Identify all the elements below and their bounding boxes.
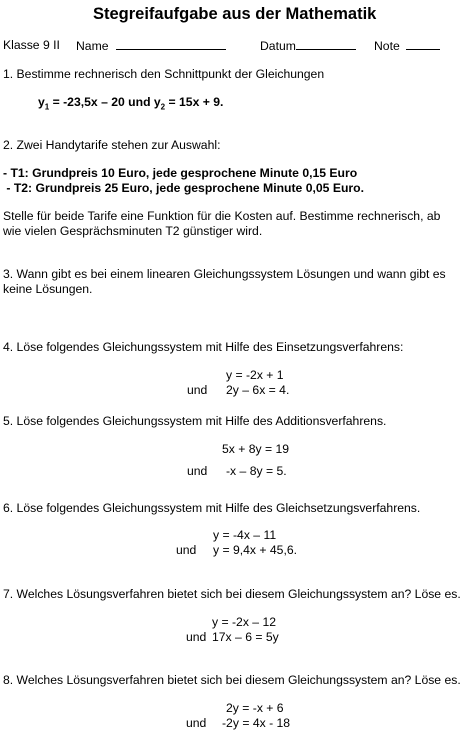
datum-blank: [296, 38, 356, 50]
klasse-label: Klasse 9 II: [3, 38, 60, 52]
q4-equation-2: 2y – 6x = 4.: [226, 383, 290, 397]
q3-line-1: 3. Wann gibt es bei einem linearen Gleichungssystem Lösungen und wann gibt es: [3, 267, 446, 281]
q4-und: und: [187, 383, 208, 397]
note-field: [374, 38, 440, 54]
q1-equations: [38, 95, 223, 110]
q6-text: 6. Löse folgendes Gleichungssystem mit Hilfe des Gleichsetzungsverfahrens.: [3, 501, 421, 515]
q7-equation-2: 17x – 6 = 5y: [212, 630, 279, 644]
page-title: Stegreifaufgabe aus der Mathematik: [93, 5, 377, 23]
name-blank: [116, 38, 226, 50]
q2-tariff-1: - T1: Grundpreis 10 Euro, jede gesprochene Minute 0,15 Euro: [3, 166, 358, 180]
q8-text: 8. Welches Lösungsverfahren bietet sich bei diesem Gleichungssystem an? Löse es.: [3, 673, 461, 687]
q7-text: 7. Welches Lösungsverfahren bietet sich bei diesem Gleichungssystem an? Löse es.: [3, 587, 461, 601]
q6-equation-2: y = 9,4x + 45,6.: [213, 543, 298, 557]
note-blank: [406, 38, 440, 50]
q5-equation-2: -x – 8y = 5.: [226, 464, 287, 478]
q5-equation-1: 5x + 8y = 19: [222, 442, 290, 456]
q1-y1-sub: 1: [44, 102, 50, 112]
name-field: [76, 38, 226, 54]
q6-equation-1: y = -4x – 11: [213, 528, 277, 542]
q7-equation-1: y = -2x – 12: [212, 615, 277, 629]
q8-und: und: [186, 716, 207, 730]
q4-text: 4. Löse folgendes Gleichungssystem mit Hilfe des Einsetzungsverfahrens:: [3, 340, 404, 354]
q4-equation-1: y = -2x + 1: [226, 368, 284, 382]
note-label: Note: [374, 39, 400, 53]
q1-y2-sub: 2: [160, 102, 166, 112]
q2-text: 2. Zwei Handytarife stehen zur Auswahl:: [3, 138, 221, 152]
q1-y1-rest: = -23,5x – 20 und y: [49, 95, 161, 109]
q8-equation-2: -2y = 4x - 18: [222, 716, 291, 730]
q6-und: und: [176, 543, 197, 557]
q1-text: 1. Bestimme rechnerisch den Schnittpunkt der Gleichungen: [3, 67, 325, 81]
q2-tariff-2: - T2: Grundpreis 25 Euro, jede gesprochene Minute 0,05 Euro.: [3, 181, 364, 195]
q1-y2-rest: = 15x + 9.: [165, 95, 224, 109]
q2-task-line-1: Stelle für beide Tarife eine Funktion für die Kosten auf. Bestimme rechnerisch, ab: [3, 209, 441, 223]
datum-label: Datum: [260, 39, 296, 53]
q5-und: und: [187, 464, 208, 478]
q1-y1-label: y: [38, 95, 45, 109]
q8-equation-1: 2y = -x + 6: [226, 701, 284, 715]
name-label: Name: [76, 39, 109, 53]
q2-task-line-2: wie vielen Gesprächsminuten T2 günstiger wird.: [3, 224, 263, 238]
datum-field: [260, 38, 356, 54]
q7-und: und: [186, 630, 207, 644]
q5-text: 5. Löse folgendes Gleichungssystem mit Hilfe des Additionsverfahrens.: [3, 414, 387, 428]
q3-line-2: keine Lösungen.: [3, 282, 93, 296]
